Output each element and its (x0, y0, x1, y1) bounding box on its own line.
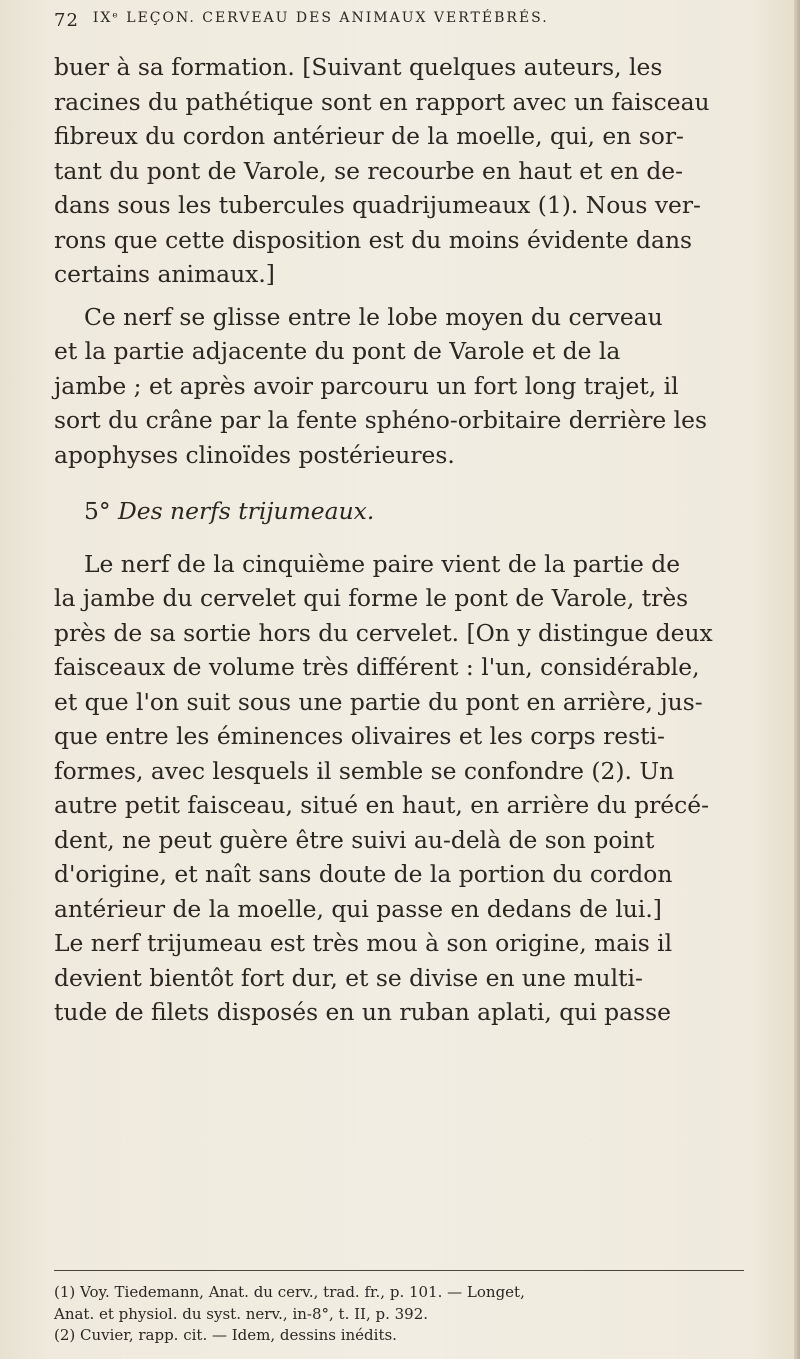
text-line: antérieur de la moelle, qui passe en dedans de lui.] (54, 894, 662, 923)
section-title: Des nerfs trijumeaux. (118, 497, 375, 525)
text-line: Le nerf de la cinquième paire vient de la partie de (84, 549, 681, 578)
text-line: jambe ; et après avoir parcouru un fort long trajet, il (54, 371, 679, 400)
text-line: et la partie adjacente du pont de Varole et de la (54, 337, 621, 365)
text-line: d'origine, et naît sans doute de la portion du cordon (54, 860, 673, 888)
text-line: tude de filets disposés en un ruban aplati, qui passe (54, 998, 671, 1026)
paragraph-1 (54, 50, 744, 292)
paragraph-3 (54, 547, 744, 1030)
text-line: devient bientôt fort dur, et se divise en une multi- (54, 963, 643, 992)
text-line: Le nerf trijumeau est très mou à son origine, mais il (54, 929, 673, 957)
body-text (54, 50, 744, 1030)
text-line: apophyses clinoïdes postérieures. (54, 440, 455, 469)
text-line: autre petit faisceau, situé en haut, en arrière du précé- (54, 791, 709, 819)
text-line: formes, avec lesquels il semble se confondre (2). Un (54, 756, 675, 785)
running-title: IXᵉ LEÇON. CERVEAU DES ANIMAUX VERTÉBRÉS. (92, 10, 549, 26)
section-number: 5° (84, 497, 111, 525)
footnote-1: (1) Voy. Tiedemann, Anat. du cerv., trad. fr., p. 101. — Longet, (54, 1283, 525, 1301)
text-line: que entre les éminences olivaires et les corps resti- (54, 722, 665, 750)
page-edge-shadow (794, 0, 800, 1359)
footnote-1-cont: Anat. et physiol. du syst. nerv., in-8°, t. II, p. 392. (54, 1304, 429, 1323)
text-line: tant du pont de Varole, se recourbe en haut et en de- (54, 156, 684, 185)
footnote-rule (54, 1270, 744, 1271)
text-line: rons que cette disposition est du moins évidente dans (54, 225, 693, 254)
text-line: et que l'on suit sous une partie du pont en arrière, jus- (54, 687, 703, 716)
text-line: dent, ne peut guère être suivi au-delà de son point (54, 825, 655, 854)
text-line: buer à sa formation. [Suivant quelques auteurs, les (54, 53, 663, 81)
text-line: la jambe du cervelet qui forme le pont de Varole, très (54, 584, 689, 612)
text-line: sort du crâne par la fente sphéno-orbitaire derrière les (54, 406, 708, 434)
text-line: dans sous les tubercules quadrijumeaux (1). Nous ver- (54, 191, 701, 219)
text-line: racines du pathétique sont en rapport avec un faisceau (54, 87, 710, 116)
paragraph-2 (54, 300, 744, 473)
page-number: 72 (54, 10, 79, 31)
text-line: certains animaux.] (54, 260, 275, 288)
text-line: Ce nerf se glisse entre le lobe moyen du cerveau (84, 302, 663, 331)
footnote-2: (2) Cuvier, rapp. cit. — Idem, dessins inédits. (54, 1326, 397, 1344)
text-line: fibreux du cordon antérieur de la moelle, qui, en sor- (54, 122, 684, 150)
text-line: faisceaux de volume très différent : l'un, considérable, (54, 653, 700, 681)
footnotes (54, 1282, 744, 1347)
running-head (54, 10, 744, 31)
section-heading (84, 494, 744, 529)
text-line: près de sa sortie hors du cervelet. [On y distingue deux (54, 618, 713, 647)
